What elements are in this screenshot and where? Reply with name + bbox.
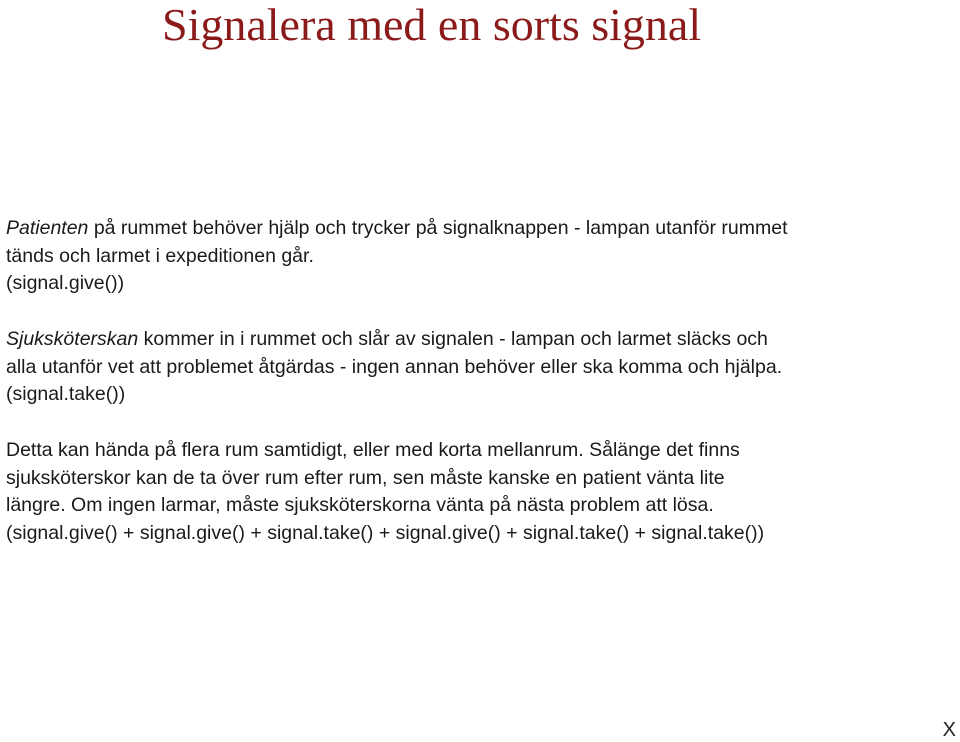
role-patient: Patienten: [6, 217, 89, 239]
paragraph-line: [6, 215, 956, 243]
summary-paragraph: [6, 437, 956, 547]
line-text: Detta kan hända på flera rum samtidigt, eller med korta mellanrum. Sålänge det finns: [6, 439, 740, 461]
role-nurse: Sjuksköterskan: [6, 328, 139, 350]
code-line-take: (signal.take()): [6, 383, 126, 405]
close-icon[interactable]: X: [942, 719, 956, 741]
code-line-sequence: (signal.give() + signal.give() + signal.take() + signal.give() + signal.take() + signal.take()): [6, 521, 765, 544]
code-line-give: (signal.give()): [6, 272, 125, 294]
line-text: tänds och larmet i expeditionen går.: [6, 244, 314, 267]
line-text: på rummet behöver hjälp och trycker på signalknappen - lampan utanför rummet: [88, 217, 788, 239]
paragraph-line: [6, 326, 956, 354]
line-text: längre. Om ingen larmar, måste sjuksköterskorna vänta på nästa problem att lösa.: [6, 494, 714, 516]
patient-paragraph: [6, 215, 956, 298]
line-text: kommer in i rummet och slår av signalen - lampan och larmet släcks och: [138, 328, 768, 350]
line-text: sjuksköterskor kan de ta över rum efter rum, sen måste kanske en patient vänta lite: [6, 466, 725, 489]
nurse-paragraph: [6, 326, 956, 409]
line-text: alla utanför vet att problemet åtgärdas - ingen annan behöver eller ska komma och hjälpa.: [6, 355, 783, 378]
page-title: Signalera med en sorts signal: [162, 0, 702, 50]
